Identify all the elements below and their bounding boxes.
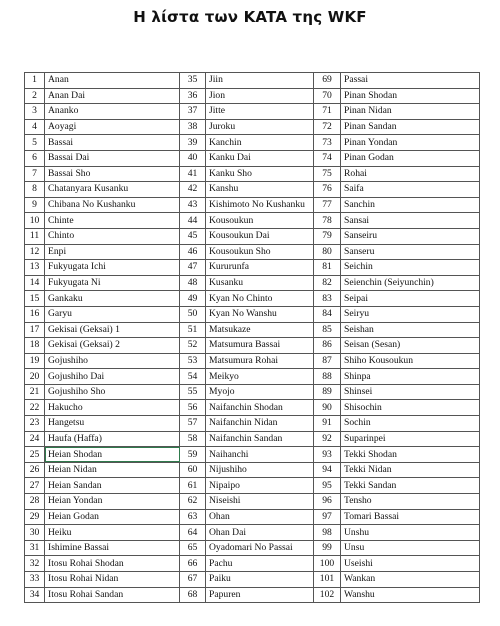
- table-row: [25, 462, 480, 478]
- kata-number-cell[interactable]: 77: [314, 197, 341, 213]
- kata-name-cell[interactable]: Tekki Sandan: [341, 478, 480, 494]
- kata-number-cell[interactable]: 52: [180, 338, 206, 354]
- kata-number-cell[interactable]: 79: [314, 228, 341, 244]
- kata-name-cell[interactable]: Heian Nidan: [45, 462, 180, 478]
- kata-number-cell[interactable]: 2: [25, 88, 45, 104]
- kata-number-cell[interactable]: 35: [180, 73, 206, 89]
- kata-number-cell[interactable]: 38: [180, 119, 206, 135]
- kata-number-cell[interactable]: 56: [180, 400, 206, 416]
- kata-name-cell[interactable]: Sanchin: [341, 197, 480, 213]
- table-row: [25, 150, 480, 166]
- table-row: [25, 431, 480, 447]
- kata-name-cell[interactable]: Seichin: [341, 260, 480, 276]
- kata-name-cell[interactable]: Useishi: [341, 556, 480, 572]
- kata-name-cell[interactable]: Matsukaze: [206, 322, 314, 338]
- kata-name-cell[interactable]: Seiryu: [341, 306, 480, 322]
- kata-number-cell[interactable]: 68: [180, 587, 206, 603]
- kata-name-cell[interactable]: Pinan Yondan: [341, 135, 480, 151]
- kata-number-cell[interactable]: 18: [25, 338, 45, 354]
- kata-number-cell[interactable]: 26: [25, 462, 45, 478]
- kata-name-cell[interactable]: Hakucho: [45, 400, 180, 416]
- table-row: [25, 556, 480, 572]
- kata-name-cell[interactable]: Chinto: [45, 228, 180, 244]
- kata-number-cell[interactable]: 95: [314, 478, 341, 494]
- kata-number-cell[interactable]: 9: [25, 197, 45, 213]
- kata-number-cell[interactable]: 12: [25, 244, 45, 260]
- kata-number-cell[interactable]: 25: [25, 447, 45, 463]
- kata-name-cell[interactable]: Hangetsu: [45, 416, 180, 432]
- kata-number-cell[interactable]: 46: [180, 244, 206, 260]
- kata-name-cell[interactable]: Seienchin (Seiyunchin): [341, 275, 480, 291]
- kata-number-cell[interactable]: 31: [25, 540, 45, 556]
- kata-number-cell[interactable]: 45: [180, 228, 206, 244]
- kata-name-cell[interactable]: Nijushiho: [206, 462, 314, 478]
- kata-name-cell[interactable]: Kanchin: [206, 135, 314, 151]
- kata-name-cell[interactable]: Niseishi: [206, 494, 314, 510]
- table-row: [25, 104, 480, 120]
- table-row: [25, 213, 480, 229]
- kata-name-cell[interactable]: Itosu Rohai Nidan: [45, 572, 180, 588]
- table-row: [25, 400, 480, 416]
- kata-name-cell[interactable]: Garyu: [45, 306, 180, 322]
- kata-number-cell[interactable]: 61: [180, 478, 206, 494]
- kata-name-cell[interactable]: Ohan Dai: [206, 525, 314, 541]
- kata-name-cell[interactable]: Shisochin: [341, 400, 480, 416]
- kata-name-cell[interactable]: Heiku: [45, 525, 180, 541]
- table-row: [25, 306, 480, 322]
- kata-number-cell[interactable]: 74: [314, 150, 341, 166]
- kata-name-cell[interactable]: Pinan Shodan: [341, 88, 480, 104]
- kata-name-cell[interactable]: Kousoukun Sho: [206, 244, 314, 260]
- kata-name-cell[interactable]: Seishan: [341, 322, 480, 338]
- kata-name-cell[interactable]: Matsumura Bassai: [206, 338, 314, 354]
- kata-name-cell[interactable]: Pachu: [206, 556, 314, 572]
- kata-name-cell[interactable]: Sanseru: [341, 244, 480, 260]
- kata-number-cell[interactable]: 51: [180, 322, 206, 338]
- kata-name-cell[interactable]: Pinan Sandan: [341, 119, 480, 135]
- kata-name-cell[interactable]: Gojushiho Sho: [45, 384, 180, 400]
- kata-name-cell[interactable]: Kanku Sho: [206, 166, 314, 182]
- kata-number-cell[interactable]: 63: [180, 509, 206, 525]
- kata-number-cell[interactable]: 64: [180, 525, 206, 541]
- kata-number-cell[interactable]: 27: [25, 478, 45, 494]
- kata-name-cell[interactable]: Heian Sandan: [45, 478, 180, 494]
- page-title: Η λίστα των KATA της WKF: [133, 8, 367, 26]
- kata-name-cell[interactable]: Paiku: [206, 572, 314, 588]
- kata-number-cell[interactable]: 58: [180, 431, 206, 447]
- kata-table-body: [25, 73, 480, 603]
- kata-number-cell[interactable]: 10: [25, 213, 45, 229]
- table-row: [25, 197, 480, 213]
- kata-name-cell[interactable]: Anan Dai: [45, 88, 180, 104]
- kata-name-cell[interactable]: Kyan No Chinto: [206, 291, 314, 307]
- kata-number-cell[interactable]: 88: [314, 369, 341, 385]
- table-row: [25, 260, 480, 276]
- kata-name-cell[interactable]: Fukyugata Ni: [45, 275, 180, 291]
- kata-name-cell[interactable]: Kyan No Wanshu: [206, 306, 314, 322]
- kata-name-cell[interactable]: Sansai: [341, 213, 480, 229]
- kata-number-cell[interactable]: 36: [180, 88, 206, 104]
- kata-name-cell[interactable]: Tensho: [341, 494, 480, 510]
- kata-number-cell[interactable]: 4: [25, 119, 45, 135]
- kata-number-cell[interactable]: 6: [25, 150, 45, 166]
- kata-number-cell[interactable]: 92: [314, 431, 341, 447]
- kata-name-cell[interactable]: Kousoukun Dai: [206, 228, 314, 244]
- kata-name-cell[interactable]: Naifanchin Shodan: [206, 400, 314, 416]
- kata-number-cell[interactable]: 78: [314, 213, 341, 229]
- kata-name-cell[interactable]: Unsu: [341, 540, 480, 556]
- kata-number-cell[interactable]: 67: [180, 572, 206, 588]
- kata-number-cell[interactable]: 17: [25, 322, 45, 338]
- table-row: [25, 338, 480, 354]
- kata-number-cell[interactable]: 81: [314, 260, 341, 276]
- kata-number-cell[interactable]: 47: [180, 260, 206, 276]
- kata-name-cell[interactable]: Pinan Nidan: [341, 104, 480, 120]
- kata-number-cell[interactable]: 65: [180, 540, 206, 556]
- kata-number-cell[interactable]: 34: [25, 587, 45, 603]
- kata-number-cell[interactable]: 20: [25, 369, 45, 385]
- kata-name-cell[interactable]: Gojushiho Dai: [45, 369, 180, 385]
- kata-number-cell[interactable]: 90: [314, 400, 341, 416]
- kata-number-cell[interactable]: 66: [180, 556, 206, 572]
- kata-name-cell[interactable]: Shiho Kousoukun: [341, 353, 480, 369]
- kata-table: [24, 72, 480, 603]
- table-row: [25, 275, 480, 291]
- kata-number-cell[interactable]: 24: [25, 431, 45, 447]
- table-row: [25, 244, 480, 260]
- kata-name-cell[interactable]: Kururunfa: [206, 260, 314, 276]
- kata-number-cell[interactable]: 22: [25, 400, 45, 416]
- kata-name-cell[interactable]: Shinpa: [341, 369, 480, 385]
- kata-name-cell[interactable]: Gankaku: [45, 291, 180, 307]
- kata-number-cell[interactable]: 60: [180, 462, 206, 478]
- table-row: [25, 182, 480, 198]
- kata-name-cell[interactable]: Naifanchin Sandan: [206, 431, 314, 447]
- table-row: [25, 73, 480, 89]
- selected-cell[interactable]: Heian Shodan: [45, 447, 180, 463]
- kata-name-cell[interactable]: Seisan (Sesan): [341, 338, 480, 354]
- kata-name-cell[interactable]: Tekki Nidan: [341, 462, 480, 478]
- kata-number-cell[interactable]: 80: [314, 244, 341, 260]
- kata-name-cell[interactable]: Meikyo: [206, 369, 314, 385]
- kata-number-cell[interactable]: 7: [25, 166, 45, 182]
- kata-name-cell[interactable]: Saifa: [341, 182, 480, 198]
- table-row: [25, 509, 480, 525]
- table-row: [25, 587, 480, 603]
- kata-name-cell[interactable]: Matsumura Rohai: [206, 353, 314, 369]
- kata-number-cell[interactable]: 42: [180, 182, 206, 198]
- kata-name-cell[interactable]: Kousoukun: [206, 213, 314, 229]
- kata-name-cell[interactable]: Kusanku: [206, 275, 314, 291]
- kata-name-cell[interactable]: Kanshu: [206, 182, 314, 198]
- kata-number-cell[interactable]: 13: [25, 260, 45, 276]
- kata-number-cell[interactable]: 41: [180, 166, 206, 182]
- kata-name-cell[interactable]: Chatanyara Kusanku: [45, 182, 180, 198]
- table-row: [25, 228, 480, 244]
- table-row: [25, 416, 480, 432]
- kata-number-cell[interactable]: 98: [314, 525, 341, 541]
- kata-name-cell[interactable]: Wankan: [341, 572, 480, 588]
- kata-number-cell[interactable]: 11: [25, 228, 45, 244]
- kata-number-cell[interactable]: 76: [314, 182, 341, 198]
- kata-number-cell[interactable]: 62: [180, 494, 206, 510]
- kata-number-cell[interactable]: 86: [314, 338, 341, 354]
- kata-name-cell[interactable]: Papuren: [206, 587, 314, 603]
- kata-number-cell[interactable]: 55: [180, 384, 206, 400]
- kata-name-cell[interactable]: Jiin: [206, 73, 314, 89]
- kata-number-cell[interactable]: 29: [25, 509, 45, 525]
- kata-number-cell[interactable]: 1: [25, 73, 45, 89]
- kata-number-cell[interactable]: 37: [180, 104, 206, 120]
- kata-name-cell[interactable]: Itosu Rohai Sandan: [45, 587, 180, 603]
- table-row: [25, 572, 480, 588]
- table-row: [25, 384, 480, 400]
- kata-number-cell[interactable]: 15: [25, 291, 45, 307]
- kata-name-cell[interactable]: Tomari Bassai: [341, 509, 480, 525]
- kata-name-cell[interactable]: Haufa (Haffa): [45, 431, 180, 447]
- kata-name-cell[interactable]: Pinan Godan: [341, 150, 480, 166]
- kata-number-cell[interactable]: 96: [314, 494, 341, 510]
- kata-number-cell[interactable]: 100: [314, 556, 341, 572]
- table-row: [25, 166, 480, 182]
- kata-number-cell[interactable]: 14: [25, 275, 45, 291]
- kata-name-cell[interactable]: Gekisai (Geksai) 1: [45, 322, 180, 338]
- kata-number-cell[interactable]: 16: [25, 306, 45, 322]
- kata-number-cell[interactable]: 39: [180, 135, 206, 151]
- kata-number-cell[interactable]: 33: [25, 572, 45, 588]
- kata-name-cell[interactable]: Tekki Shodan: [341, 447, 480, 463]
- kata-name-cell[interactable]: Ishimine Bassai: [45, 540, 180, 556]
- table-row: [25, 540, 480, 556]
- kata-number-cell[interactable]: 40: [180, 150, 206, 166]
- kata-number-cell[interactable]: 72: [314, 119, 341, 135]
- kata-name-cell[interactable]: Heian Yondan: [45, 494, 180, 510]
- kata-number-cell[interactable]: 101: [314, 572, 341, 588]
- kata-number-cell[interactable]: 32: [25, 556, 45, 572]
- table-row: [25, 353, 480, 369]
- kata-number-cell[interactable]: 82: [314, 275, 341, 291]
- kata-name-cell[interactable]: Kishimoto No Kushanku: [206, 197, 314, 213]
- kata-name-cell[interactable]: Itosu Rohai Shodan: [45, 556, 180, 572]
- kata-name-cell[interactable]: Heian Godan: [45, 509, 180, 525]
- kata-number-cell[interactable]: 28: [25, 494, 45, 510]
- kata-name-cell[interactable]: Sanseiru: [341, 228, 480, 244]
- table-row: [25, 88, 480, 104]
- kata-name-cell[interactable]: Gekisai (Geksai) 2: [45, 338, 180, 354]
- table-row: [25, 291, 480, 307]
- kata-number-cell[interactable]: 53: [180, 353, 206, 369]
- kata-name-cell[interactable]: Wanshu: [341, 587, 480, 603]
- kata-number-cell[interactable]: 44: [180, 213, 206, 229]
- kata-name-cell[interactable]: Suparinpei: [341, 431, 480, 447]
- kata-name-cell[interactable]: Ananko: [45, 104, 180, 120]
- kata-name-cell[interactable]: Kanku Dai: [206, 150, 314, 166]
- kata-number-cell[interactable]: 59: [180, 447, 206, 463]
- kata-number-cell[interactable]: 87: [314, 353, 341, 369]
- kata-number-cell[interactable]: 48: [180, 275, 206, 291]
- kata-name-cell[interactable]: Bassai Dai: [45, 150, 180, 166]
- kata-name-cell[interactable]: Aoyagi: [45, 119, 180, 135]
- kata-number-cell[interactable]: 8: [25, 182, 45, 198]
- kata-number-cell[interactable]: 84: [314, 306, 341, 322]
- kata-name-cell[interactable]: Naihanchi: [206, 447, 314, 463]
- table-row: [25, 494, 480, 510]
- kata-name-cell[interactable]: Bassai: [45, 135, 180, 151]
- kata-number-cell[interactable]: 102: [314, 587, 341, 603]
- kata-number-cell[interactable]: 89: [314, 384, 341, 400]
- table-row: [25, 135, 480, 151]
- kata-number-cell[interactable]: 71: [314, 104, 341, 120]
- table-row: [25, 322, 480, 338]
- kata-number-cell[interactable]: 49: [180, 291, 206, 307]
- kata-name-cell[interactable]: Anan: [45, 73, 180, 89]
- kata-number-cell[interactable]: 99: [314, 540, 341, 556]
- kata-number-cell[interactable]: 91: [314, 416, 341, 432]
- kata-name-cell[interactable]: Nipaipo: [206, 478, 314, 494]
- kata-name-cell[interactable]: Seipai: [341, 291, 480, 307]
- kata-number-cell[interactable]: 19: [25, 353, 45, 369]
- kata-number-cell[interactable]: 43: [180, 197, 206, 213]
- kata-name-cell[interactable]: Oyadomari No Passai: [206, 540, 314, 556]
- kata-number-cell[interactable]: 30: [25, 525, 45, 541]
- kata-name-cell[interactable]: Unshu: [341, 525, 480, 541]
- kata-name-cell[interactable]: Myojo: [206, 384, 314, 400]
- kata-number-cell[interactable]: 93: [314, 447, 341, 463]
- kata-name-cell[interactable]: Jitte: [206, 104, 314, 120]
- kata-number-cell[interactable]: 70: [314, 88, 341, 104]
- table-row: [25, 119, 480, 135]
- kata-name-cell[interactable]: Rohai: [341, 166, 480, 182]
- kata-number-cell[interactable]: 85: [314, 322, 341, 338]
- kata-name-cell[interactable]: Enpi: [45, 244, 180, 260]
- kata-name-cell[interactable]: Chinte: [45, 213, 180, 229]
- kata-name-cell[interactable]: Ohan: [206, 509, 314, 525]
- kata-name-cell[interactable]: Passai: [341, 73, 480, 89]
- kata-number-cell[interactable]: 50: [180, 306, 206, 322]
- kata-number-cell[interactable]: 54: [180, 369, 206, 385]
- kata-name-cell[interactable]: Gojushiho: [45, 353, 180, 369]
- kata-name-cell[interactable]: Bassai Sho: [45, 166, 180, 182]
- kata-name-cell[interactable]: Fukyugata Ichi: [45, 260, 180, 276]
- kata-name-cell[interactable]: Chibana No Kushanku: [45, 197, 180, 213]
- table-row: [25, 369, 480, 385]
- kata-number-cell[interactable]: 83: [314, 291, 341, 307]
- kata-name-cell[interactable]: Naifanchin Nidan: [206, 416, 314, 432]
- kata-name-cell[interactable]: Sochin: [341, 416, 480, 432]
- table-row: [25, 525, 480, 541]
- kata-number-cell[interactable]: 94: [314, 462, 341, 478]
- kata-name-cell[interactable]: Shinsei: [341, 384, 480, 400]
- kata-number-cell[interactable]: 3: [25, 104, 45, 120]
- kata-number-cell[interactable]: 5: [25, 135, 45, 151]
- kata-name-cell[interactable]: Jion: [206, 88, 314, 104]
- kata-number-cell[interactable]: 73: [314, 135, 341, 151]
- table-row: [25, 447, 480, 463]
- table-row: [25, 478, 480, 494]
- kata-number-cell[interactable]: 97: [314, 509, 341, 525]
- kata-number-cell[interactable]: 69: [314, 73, 341, 89]
- kata-number-cell[interactable]: 75: [314, 166, 341, 182]
- kata-number-cell[interactable]: 23: [25, 416, 45, 432]
- kata-name-cell[interactable]: Juroku: [206, 119, 314, 135]
- kata-number-cell[interactable]: 21: [25, 384, 45, 400]
- kata-number-cell[interactable]: 57: [180, 416, 206, 432]
